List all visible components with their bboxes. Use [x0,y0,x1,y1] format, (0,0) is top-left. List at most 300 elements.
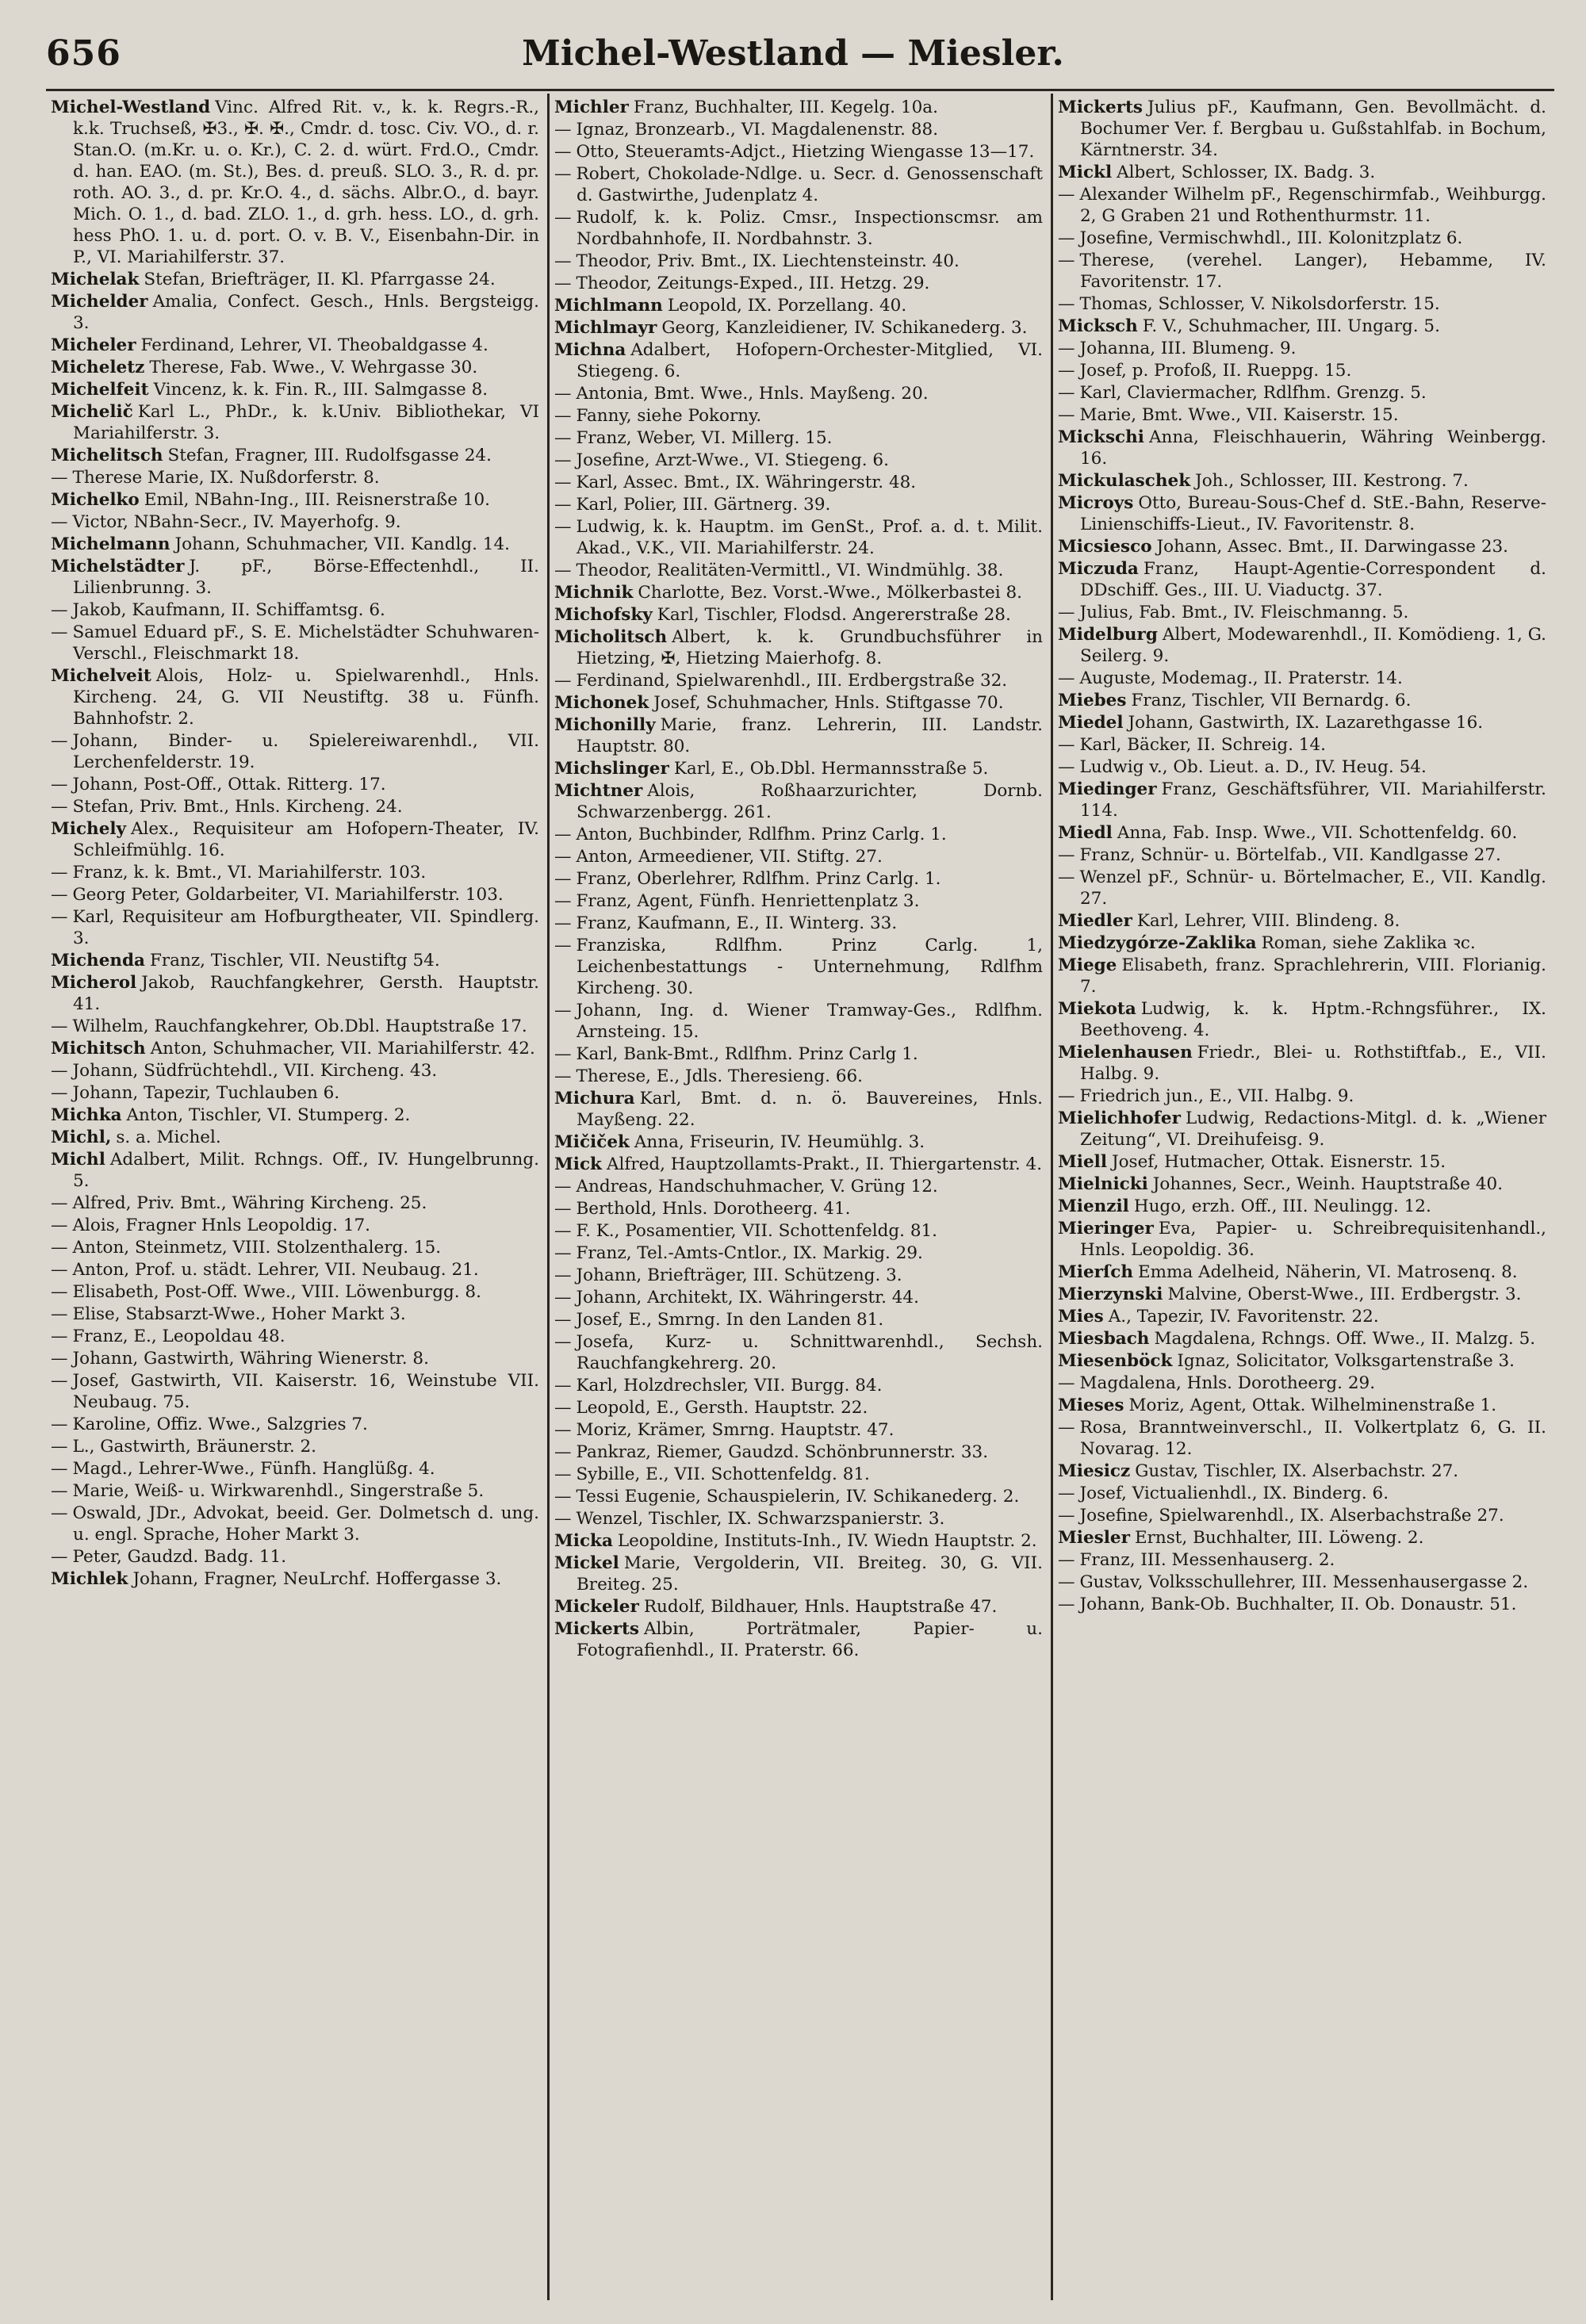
continuation-dash: — [554,1464,572,1484]
entry-detail: Anton, Prof. u. städt. Lehrer, VII. Neubaug. 21. [72,1260,479,1280]
entry-detail: Otto, Bureau-Sous-Chef d. StE.-Bahn, Reserve-Linienschiffs-Lieut., IV. Favoritenstr. 8. [1080,493,1546,534]
continuation-dash: — [1058,228,1075,248]
entry-detail: Theodor, Zeitungs-Exped., III. Hetzg. 29. [576,274,930,293]
entry-detail: Leopoldine, Instituts-Inh., IV. Wiedn Hauptstr. 2. [617,1531,1037,1551]
entry-detail: Gustav, Tischler, IX. Alserbachstr. 27. [1135,1461,1459,1481]
directory-entry [1058,250,1546,293]
directory-entry [51,1237,539,1258]
entry-detail: Marie, Vergolderin, VII. Breiteg. 30, G. VII. Breiteg. 25. [577,1553,1043,1595]
entry-detail: Karl, Tischler, Flodsd. Angererstraße 28. [657,605,1011,625]
directory-entry [51,1193,539,1214]
directory-entry [1058,712,1546,733]
entry-detail: Josef, p. Profoß, II. Rueppg. 15. [1079,361,1352,381]
directory-entry [51,1259,539,1281]
directory-entry [554,97,1043,118]
entry-surname: Mieringer [1058,1219,1154,1239]
entry-detail: Pankraz, Riemer, Gaudzd. Schönbrunnerstr. 33. [576,1442,989,1462]
continuation-dash: — [1058,1373,1075,1393]
directory-entry [51,1326,539,1347]
directory-entry [554,141,1043,163]
directory-entry [554,1043,1043,1065]
directory-entry [1058,360,1546,381]
directory-entry [51,1546,539,1568]
continuation-dash: — [51,1216,68,1235]
directory-entry [51,489,539,511]
directory-entry [51,379,539,400]
entry-detail: Adalbert, Hofopern-Orchester-Mitglied, VI. Stiegeng. 6. [577,340,1043,381]
directory-entry [1058,470,1546,492]
entry-detail: Wenzel pF., Schnür- u. Börtelmacher, E., VII. Kandlg. 27. [1079,867,1546,909]
directory-entry [554,494,1043,515]
entry-detail: Johann, Bank-Ob. Buchhalter, II. Ob. Donaustr. 51. [1079,1595,1517,1614]
entry-detail: Johann, Ing. d. Wiener Tramway-Ges., Rdlfhm. Arnsteing. 15. [576,1001,1043,1042]
entry-surname: Miesbach [1058,1329,1150,1349]
continuation-dash: — [554,142,572,162]
entry-detail: Albert, Schlosser, IX. Badg. 3. [1117,163,1376,182]
entry-surname: Michelstädter [51,557,185,576]
continuation-dash: — [1058,1418,1075,1438]
directory-entry [554,383,1043,404]
directory-entry [1058,602,1546,623]
entry-detail: F. V., Schuhmacher, III. Ungarg. 5. [1142,316,1440,336]
directory-entry [554,119,1043,140]
entry-detail: Marie, franz. Lehrerin, III. Landstr. Hauptstr. 80. [577,715,1043,756]
entry-detail: Fanny, siehe Pokorny. [576,406,762,426]
continuation-dash: — [51,1083,68,1103]
entry-detail: Karl, Bmt. d. n. ö. Bauvereines, Hnls. Mayßeng. 22. [577,1089,1043,1130]
directory-entry [554,1309,1043,1330]
continuation-dash: — [51,1327,68,1346]
continuation-dash: — [1058,1572,1075,1592]
entry-surname: Michelitsch [51,446,163,465]
continuation-dash: — [1058,1595,1075,1614]
directory-entry [554,1220,1043,1242]
directory-entry [1058,1350,1546,1372]
directory-entry [554,913,1043,934]
entry-detail: Alois, Roßhaarzurichter, Dornb. Schwarzenbergg. 261. [577,781,1043,822]
entry-surname: Miekota [1058,999,1136,1019]
directory-entry [51,972,539,1015]
entry-detail: Karl, Requisiteur am Hofburgtheater, VII. Spindlerg. 3. [72,907,539,948]
entry-detail: Albert, Modewarenhdl., II. Komödieng. 1, G. Seilerg. 9. [1080,625,1546,666]
entry-surname: Michonilly [554,715,656,735]
entry-surname: Micsiesco [1058,537,1152,557]
entry-surname: Michler [554,98,629,117]
entry-detail: F. K., Posamentier, VII. Schottenfeldg. 81. [576,1221,938,1241]
directory-entry [1058,1196,1546,1217]
entry-detail: Ferdinand, Lehrer, VI. Theobaldgasse 4. [140,335,488,355]
directory-entry [51,1348,539,1369]
continuation-dash: — [554,1177,572,1196]
entry-detail: Josefa, Kurz- u. Schnittwarenhdl., Sechsh. Rauchfangkehrerg. 20. [576,1332,1043,1373]
continuation-dash: — [1058,1506,1075,1526]
entry-surname: Mickl [1058,163,1113,182]
directory-entry [554,1618,1043,1661]
entry-detail: Amalia, Confect. Gesch., Hnls. Bergsteigg. 3. [73,292,539,333]
continuation-dash: — [554,251,572,271]
entry-detail: Vinc. Alfred Rit. v., k. k. Regrs.-R., k.k. Truchseß, ✠3., ✠. ✠., Cmdr. d. tosc. Civ. VO., d. r. Stan.O. (m.Kr. u. o. Kr.), C. 2. d. würt. Frd.O., Cmdr. d. han. EAO. (m. St.), Bes. d. preuß. SLO. 3., R. d. pr. roth. AO. 3., d. pr. Kr.O. 4., d. sächs. Albr.O., d. bayr. Mich. O. 1., d. bad. ZLO. 1., d. grh. hess. LO., d. grh. hess PhO. 1. u. d. port. O. v. B. V., Eisenbahn-Dir. in P., VI. Mariahilferstr. 37. [73,98,539,267]
entry-detail: Karl L., PhDr., k. k.Univ. Bibliothekar, VI Mariahilferstr. 3. [73,402,539,443]
continuation-dash: — [554,825,572,844]
directory-entry [554,251,1043,272]
directory-entry [51,1458,539,1480]
continuation-dash: — [51,1459,68,1479]
continuation-dash: — [554,1487,572,1507]
entry-detail: Alfred, Hauptzollamts-Prakt., II. Thiergartenstr. 4. [606,1154,1043,1174]
entry-detail: Franz, Haupt-Agentie-Correspondent d. DDschiff. Ges., III. U. Viaductg. 37. [1080,559,1546,600]
entry-detail: Franziska, Rdlfhm. Prinz Carlg. 1, Leichenbestattungs - Unternehmung, Rdlfhm Kircheng. 30. [576,936,1043,998]
entry-detail: Josef, Gastwirth, VII. Kaiserstr. 16, Weinstube VII. Neubaug. 75. [72,1371,539,1412]
continuation-dash: — [554,120,572,140]
entry-surname: Miedel [1058,713,1124,733]
directory-entry [554,560,1043,581]
directory-entry [1058,316,1546,337]
directory-entry [554,714,1043,757]
entry-detail: Franz, Agent, Fünfh. Henriettenplatz 3. [576,891,920,911]
entry-detail: Franz, Buchhalter, III. Kegelg. 10a. [633,98,938,117]
directory-entry [1058,1173,1546,1195]
directory-entry [1058,404,1546,426]
entry-detail: J. pF., Börse-Effectenhdl., II. Lilienbrunng. 3. [73,557,539,598]
entry-surname: Michofsky [554,605,653,625]
entry-detail: Ferdinand, Spielwarenhdl., III. Erdbergstraße 32. [576,671,1008,691]
entry-surname: Micheler [51,335,136,355]
directory-entry [554,1419,1043,1441]
directory-entry [554,868,1043,890]
entry-detail: Tessi Eugenie, Schauspielerin, IV. Schikanederg. 2. [576,1487,1020,1507]
entry-surname: Michelič [51,402,133,422]
directory-entry [51,1436,539,1457]
directory-entry [1058,1461,1546,1482]
directory-entry [1058,1042,1546,1085]
directory-entry [51,622,539,664]
directory-entry [51,950,539,971]
directory-entry [1058,910,1546,932]
directory-entry [1058,867,1546,909]
entry-surname: Mielichhofer [1058,1108,1181,1128]
entry-detail: Magd., Lehrer-Wwe., Fünfh. Hanglüßg. 4. [72,1459,435,1479]
entry-surname: Miebes [1058,691,1127,710]
continuation-dash: — [1058,867,1075,887]
entry-surname: Micheletz [51,358,145,377]
directory-entry [1058,624,1546,667]
entry-detail: Franz, Tischler, VII Bernardg. 6. [1131,691,1412,710]
continuation-dash: — [1058,845,1075,865]
continuation-dash: — [51,1017,68,1036]
entry-detail: Franz, Geschäftsführer, VII. Mariahilferstr. 114. [1080,779,1546,821]
continuation-dash: — [554,208,572,228]
entry-detail: Josef, Victualienhdl., IX. Binderg. 6. [1079,1484,1389,1503]
directory-entry [554,472,1043,493]
entry-detail: Karoline, Offiz. Wwe., Salzgries 7. [72,1415,368,1434]
continuation-dash: — [1058,735,1075,755]
continuation-dash: — [554,561,572,580]
entry-surname: Michlmayr [554,318,657,338]
entry-detail: Julius pF., Kaufmann, Gen. Bevollmächt. d. Bochumer Ver. f. Bergbau u. Gußstahlfab. in Bochum, Kärntnerstr. 34. [1080,98,1546,160]
entry-detail: Franz, E., Leopoldau 48. [72,1327,285,1346]
entry-surname: Michelder [51,292,148,312]
entry-surname: Michelfeit [51,380,149,400]
directory-entry [554,1508,1043,1530]
continuation-dash: — [1058,757,1075,777]
continuation-dash: — [554,1509,572,1529]
continuation-dash: — [51,731,68,751]
directory-entry [554,1486,1043,1507]
entry-surname: Mielenhausen [1058,1043,1193,1062]
entry-detail: Johann, Südfrüchtehdl., VII. Kircheng. 43. [72,1061,438,1081]
entry-detail: Johann, Gastwirth, IX. Lazarethgasse 16. [1128,713,1484,733]
directory-entry [51,818,539,861]
entry-detail: Anton, Buchbinder, Rdlfhm. Prinz Carlg. 1. [576,825,947,844]
continuation-dash: — [554,406,572,426]
entry-detail: Roman, siehe Zaklika ꝛc. [1261,933,1476,953]
entry-detail: Josefine, Vermischwhdl., III. Kolonitzplatz 6. [1079,228,1463,248]
directory-entry [554,1088,1043,1131]
entry-detail: Antonia, Bmt. Wwe., Hnls. Mayßeng. 20. [576,384,929,404]
continuation-dash: — [51,775,68,794]
directory-entry [1058,1527,1546,1549]
directory-entry [554,405,1043,427]
entry-surname: Michelak [51,270,140,289]
entry-detail: Karl, Polier, III. Gärtnerg. 39. [576,495,831,515]
continuation-dash: — [51,1437,68,1457]
column-2 [547,94,1051,2300]
entry-surname: Mickerts [554,1619,639,1639]
entry-surname: Michtner [554,781,643,801]
entry-detail: Joh., Schlosser, III. Kestrong. 7. [1195,471,1469,491]
entry-detail: Otto, Steueramts-Adjct., Hietzing Wiengasse 13—17. [576,142,1035,162]
entry-surname: Mickerts [1058,98,1143,117]
continuation-dash: — [51,1304,68,1324]
continuation-dash: — [1058,251,1075,270]
entry-surname: Mierzynski [1058,1285,1163,1304]
entry-detail: Alois, Fragner Hnls Leopoldig. 17. [72,1216,371,1235]
entry-detail: Alois, Holz- u. Spielwarenhdl., Hnls. Kircheng. 24, G. VII Neustiftg. 38 u. Fünfh. Bahnhofstr. 2. [73,666,539,729]
continuation-dash: — [1058,294,1075,314]
directory-entry [51,1038,539,1059]
entry-surname: Mick [554,1154,602,1174]
directory-entry [1058,1594,1546,1615]
entry-detail: Wilhelm, Rauchfangkehrer, Ob.Dbl. Hauptstraße 17. [72,1017,527,1036]
entry-surname: Miedinger [1058,779,1157,799]
entry-detail: Ludwig v., Ob. Lieut. a. D., IV. Heug. 54. [1079,757,1427,777]
entry-surname: Michelveit [51,666,151,686]
continuation-dash: — [554,384,572,404]
entry-detail: Sybille, E., VII. Schottenfeldg. 81. [576,1464,870,1484]
directory-entry [1058,293,1546,315]
directory-entry [554,1176,1043,1197]
directory-entry [1058,1284,1546,1305]
directory-entry [51,511,539,533]
entry-surname: Mierſch [1058,1262,1133,1282]
entry-detail: Anna, Fleischhauerin, Währing Weinbergg. 16. [1080,427,1546,469]
entry-detail: Josefine, Spielwarenhdl., IX. Alserbachstraße 27. [1079,1506,1504,1526]
entry-detail: Marie, Bmt. Wwe., VII. Kaiserstr. 15. [1079,405,1399,425]
directory-entry [51,467,539,488]
directory-entry [51,862,539,883]
entry-surname: Miesicz [1058,1461,1131,1481]
continuation-dash: — [554,1442,572,1462]
continuation-dash: — [51,907,68,927]
continuation-dash: — [51,1415,68,1434]
entry-detail: Adalbert, Milit. Rchngs. Off., IV. Hungelbrunng. 5. [73,1150,539,1191]
directory-entry [1058,1328,1546,1350]
continuation-dash: — [554,1420,572,1440]
entry-detail: Magdalena, Hnls. Dorotheerg. 29. [1079,1373,1376,1393]
entry-surname: Michonek [554,693,649,713]
entry-detail: Albin, Porträtmaler, Papier- u. Fotografienhdl., II. Praterstr. 66. [577,1619,1043,1660]
entry-detail: Franz, III. Messenhauserg. 2. [1079,1550,1335,1570]
directory-entry [51,335,539,356]
entry-surname: Micka [554,1531,613,1551]
entry-detail: Magdalena, Rchngs. Off. Wwe., II. Malzg. 5. [1154,1329,1536,1349]
directory-entry [1058,338,1546,359]
directory-entry [554,1131,1043,1153]
entry-detail: Johann, Architekt, IX. Währingerstr. 44. [576,1288,919,1307]
directory-entry [554,780,1043,823]
directory-entry [51,291,539,334]
entry-detail: Friedrich jun., E., VII. Halbg. 9. [1079,1086,1354,1106]
entry-detail: Jakob, Rauchfangkehrer, Gersth. Hauptstr. 41. [73,973,539,1014]
directory-entry [51,1016,539,1037]
entry-detail: Charlotte, Bez. Vorst.-Wwe., Mölkerbastei 8. [638,583,1022,603]
continuation-dash: — [1058,668,1075,688]
directory-entry [554,207,1043,250]
directory-entry [51,1480,539,1502]
entry-surname: Mickschi [1058,427,1144,447]
continuation-dash: — [51,1481,68,1501]
continuation-dash: — [51,1193,68,1213]
continuation-dash: — [554,495,572,515]
entry-detail: Ludwig, k. k. Hauptm. im GenSt., Prof. a. d. t. Milit. Akad., V.K., VII. Mariahilferstr. 24. [576,517,1043,558]
continuation-dash: — [554,274,572,293]
entry-detail: Julius, Fab. Bmt., IV. Fleischmanng. 5. [1079,603,1409,622]
entry-surname: Mičiček [554,1132,630,1152]
entry-detail: Alex., Requisiteur am Hofopern-Theater, IV. Schleifmühlg. 16. [73,819,539,860]
directory-entry [554,1553,1043,1595]
directory-entry [1058,492,1546,535]
entry-detail: Johann, Briefträger, III. Schützeng. 3. [576,1265,902,1285]
entry-surname: Michel-Westland [51,98,211,117]
entry-detail: Karl, Bank-Bmt., Rdlfhm. Prinz Carlg 1. [576,1044,918,1064]
directory-entry [554,1000,1043,1043]
entry-detail: Johann, Assec. Bmt., II. Darwingasse 23. [1156,537,1509,557]
entry-detail: Johann, Fragner, NeuLrchf. Hoffergasse 3. [132,1569,502,1589]
directory-entry [51,1149,539,1192]
directory-entry [51,401,539,444]
continuation-dash: — [554,1332,572,1352]
directory-entry [51,534,539,555]
entry-detail: Friedr., Blei- u. Rothstiftfab., E., VII. Halbg. 9. [1080,1043,1546,1084]
entry-detail: Berthold, Hnls. Dorotheerg. 41. [576,1199,851,1219]
entry-detail: Samuel Eduard pF., S. E. Michelstädter Schuhwaren-Verschl., Fleischmarkt 18. [72,622,539,664]
directory-entry [554,295,1043,316]
directory-entry [1058,955,1546,997]
continuation-dash: — [51,885,68,905]
continuation-dash: — [554,517,572,537]
entry-detail: Georg Peter, Goldarbeiter, VI. Mariahilferstr. 103. [72,885,504,905]
continuation-dash: — [51,1260,68,1280]
entry-surname: Miedzygórze-Zaklika [1058,933,1257,953]
entry-surname: Michna [554,340,626,360]
entry-detail: Johann, Tapezir, Tuchlauben 6. [72,1083,340,1103]
entry-detail: Ernst, Buchhalter, III. Löweng. 2. [1134,1528,1424,1548]
directory-entry [554,1441,1043,1463]
continuation-dash: — [554,1243,572,1263]
directory-entry [1058,1572,1546,1593]
entry-detail: Oswald, JDr., Advokat, beeid. Ger. Dolmetsch d. ung. u. engl. Sprache, Hoher Markt 3. [72,1503,539,1545]
entry-surname: Michl, [51,1128,112,1147]
entry-detail: Elisabeth, franz. Sprachlehrerin, VIII. Florianig. 7. [1080,955,1546,997]
entry-detail: Karl, Assec. Bmt., IX. Währingerstr. 48. [576,473,917,492]
directory-entry [1058,1108,1546,1151]
directory-entry [1058,1085,1546,1107]
entry-detail: Karl, E., Ob.Dbl. Hermannsstraße 5. [673,759,989,779]
continuation-dash: — [554,891,572,911]
entry-surname: Miedler [1058,911,1132,931]
continuation-dash: — [554,847,572,867]
entry-detail: Theodor, Priv. Bmt., IX. Liechtensteinstr. 40. [576,251,960,271]
entry-detail: Moriz, Agent, Ottak. Wilhelminenstraße 1. [1128,1396,1497,1415]
entry-detail: Georg, Kanzleidiener, IV. Schikanederg. 3. [661,318,1028,338]
directory-entry [554,670,1043,691]
directory-entry [51,796,539,817]
directory-entry [1058,734,1546,756]
directory-entry [554,516,1043,559]
continuation-dash: — [554,1199,572,1219]
directory-entry [1058,932,1546,954]
entry-detail: Anton, Steinmetz, VIII. Stolzenthalerg. 15. [72,1238,442,1258]
column-1 [46,94,547,2300]
entry-surname: Mickulaschek [1058,471,1191,491]
continuation-dash: — [554,428,572,448]
entry-detail: Andreas, Handschuhmacher, V. Grüng 12. [576,1177,938,1196]
entry-surname: Mienzil [1058,1196,1129,1216]
directory-entry [554,1596,1043,1618]
entry-detail: Albert, k. k. Grundbuchsführer in Hietzing, ✠, Hietzing Maierhofg. 8. [577,627,1043,668]
continuation-dash: — [51,1547,68,1567]
directory-entry [554,824,1043,845]
entry-surname: Michslinger [554,759,669,779]
entry-detail: Johann, Post-Off., Ottak. Ritterg. 17. [72,775,386,794]
entry-detail: Franz, k. k. Bmt., VI. Mariahilferstr. 103. [72,863,427,883]
entry-detail: A., Tapezir, IV. Favoritenstr. 22. [1108,1307,1379,1327]
continuation-dash: — [51,600,68,620]
directory-entry [554,1397,1043,1419]
directory-entry [51,1370,539,1413]
continuation-dash: — [554,913,572,933]
entry-surname: Mielnicki [1058,1174,1148,1194]
directory-entry [1058,690,1546,711]
directory-entry [51,1414,539,1435]
directory-entry [554,1198,1043,1219]
continuation-dash: — [1058,1550,1075,1570]
continuation-dash: — [554,1288,572,1307]
continuation-dash: — [554,671,572,691]
continuation-dash: — [1058,185,1075,205]
entry-detail: Peter, Gaudzd. Badg. 11. [72,1547,287,1567]
entry-detail: Auguste, Modemag., II. Praterstr. 14. [1079,668,1403,688]
directory-entry [1058,844,1546,866]
entry-surname: Michl [51,1150,105,1170]
entry-surname: Mies [1058,1307,1104,1327]
directory-entry [51,1215,539,1236]
continuation-dash: — [1058,361,1075,381]
entry-detail: Gustav, Volksschullehrer, III. Messenhausergasse 2. [1079,1572,1529,1592]
directory-entry [51,906,539,949]
directory-entry [554,935,1043,999]
directory-entry [51,1127,539,1148]
